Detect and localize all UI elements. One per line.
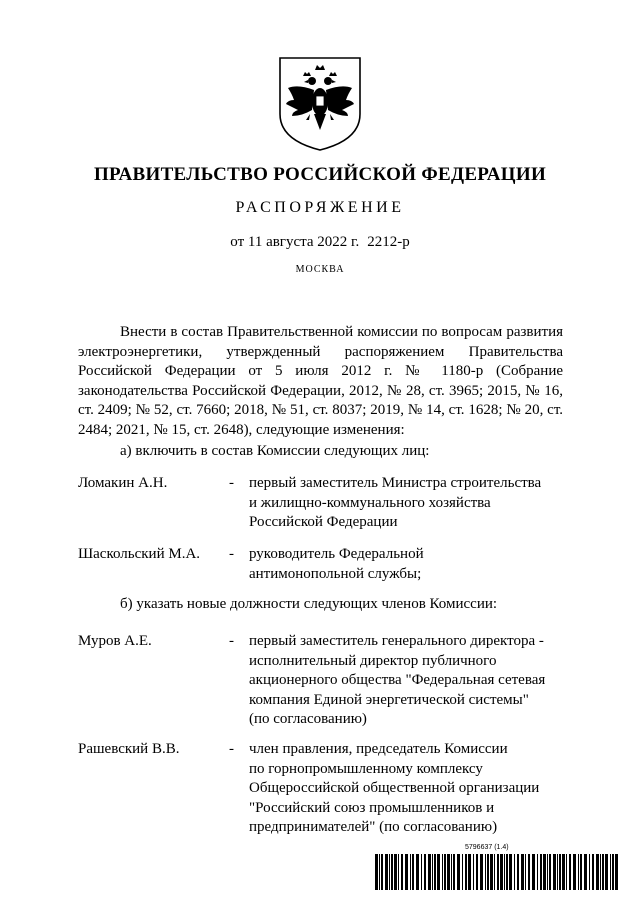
document-type: РАСПОРЯЖЕНИЕ xyxy=(235,199,405,216)
barcode-block xyxy=(375,844,621,892)
member-name: Муров А.Е. xyxy=(78,633,152,649)
item-a-text: а) включить в состав Комиссии следующих лиц: xyxy=(120,443,430,459)
document-city: МОСКВА xyxy=(295,264,345,275)
member-dash: - xyxy=(229,546,234,562)
barcode-icon xyxy=(375,854,621,890)
member-position: первый заместитель генерального директора - исполнительный директор публичного акционерного общества "Федеральная сетевая компания Единой энергетической системы" (по согласованию) xyxy=(249,633,546,728)
item-b-text: б) указать новые должности следующих членов Комиссии: xyxy=(120,596,498,612)
document-number: 2212-р xyxy=(367,234,410,250)
member-dash: - xyxy=(229,475,234,491)
barcode-label: 5796637 (1.4) xyxy=(465,844,509,851)
member-position: первый заместитель Министра строительства и жилищно-коммунального хозяйства Российской Федерации xyxy=(249,475,542,531)
government-title: ПРАВИТЕЛЬСТВО РОССИЙСКОЙ ФЕДЕРАЦИИ xyxy=(93,164,547,185)
member-name: Шаскольский М.А. xyxy=(78,546,201,562)
member-position: руководитель Федеральной антимонопольной службы; xyxy=(249,546,424,582)
member-dash: - xyxy=(229,741,234,757)
intro-paragraph: Внести в состав Правительственной комиссии по вопросам развития электроэнергетики, утвержденный распоряжением Правительства Российской Федерации от 5 июля 2012 г. № 1180-р (Собрание законодательства Российской Федерации, 2012, № 28, ст. 3965; 2015, № 16, ст. 2409; № 52, ст. 7660; 2018, № 51, ст. 8037; 2019, № 14, ст. 1628; № 20, ст. 2484; 2021, № 15, ст. 2648), следующие изменения: xyxy=(78,324,563,438)
coat-of-arms-icon xyxy=(276,56,364,152)
member-position: член правления, председатель Комиссии по горнопромышленному комплексу Общероссийской общественной организации "Российский союз промышленников и предпринимателей" (по согласованию) xyxy=(249,741,540,836)
member-name: Рашевский В.В. xyxy=(78,741,180,757)
member-name: Ломакин А.Н. xyxy=(78,475,168,491)
document-date-line xyxy=(0,234,640,251)
member-dash: - xyxy=(229,633,234,649)
document-date: от 11 августа 2022 г. xyxy=(230,234,360,250)
